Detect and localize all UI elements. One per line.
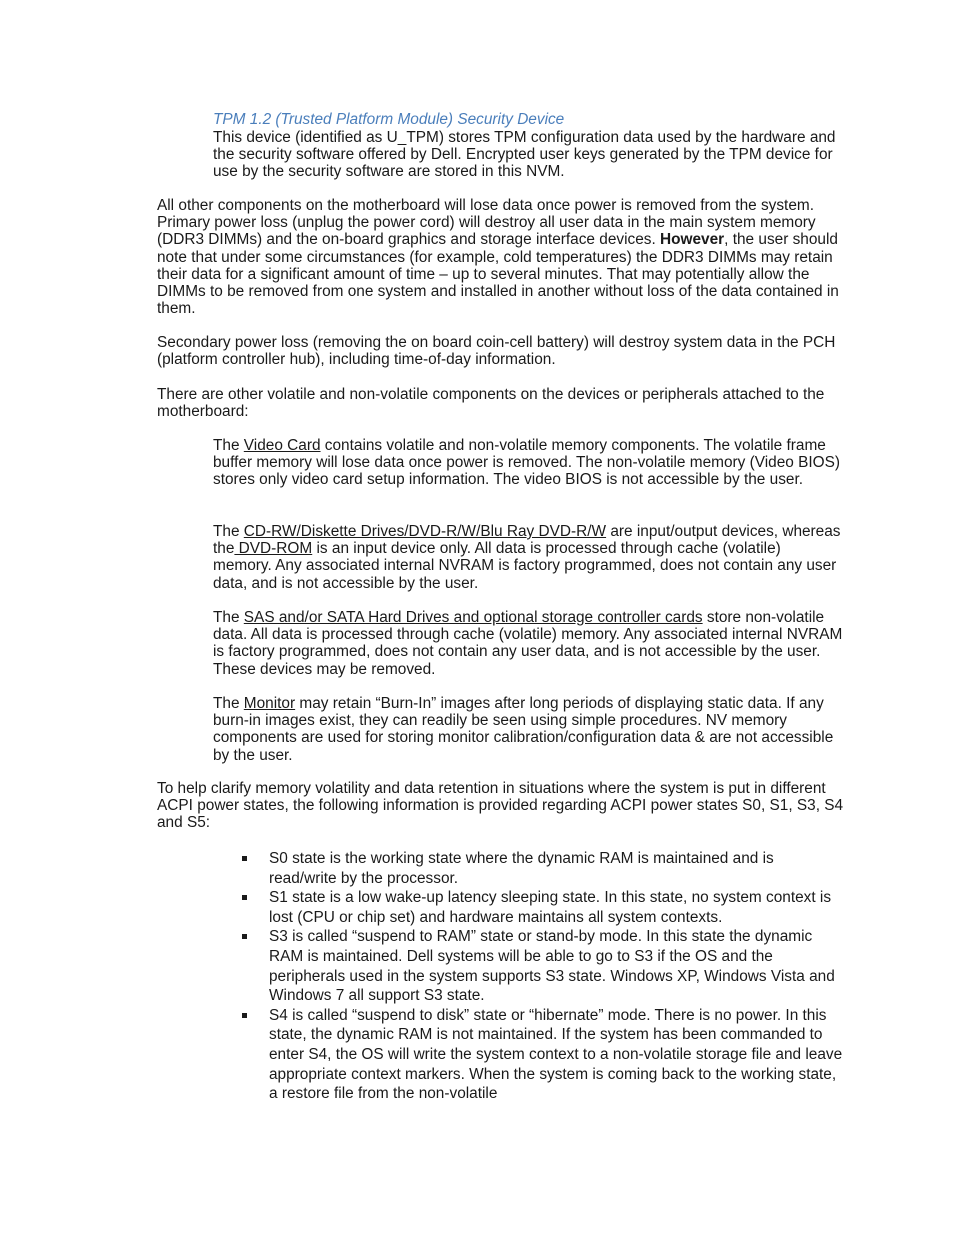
tpm-heading: TPM 1.2 (Trusted Platform Module) Security Device <box>213 111 565 128</box>
secondary-power-paragraph: Secondary power loss (removing the on board coin-cell battery) will destroy system data in the PCH (platform controller hub), including time-of-day information. <box>157 334 836 369</box>
list-item <box>240 888 845 927</box>
sas-post: store non-volatile data. All data is processed through cache (volatile) memory. Any associated internal NVRAM is factory programmed, does not contain any user data, and is not accessible by the user. These devices may be removed. <box>213 609 843 678</box>
monitor-paragraph <box>213 695 843 764</box>
bullet-square-icon <box>242 895 247 900</box>
tpm-description: This device (identified as U_TPM) stores TPM configuration data used by the hardware and the security software offered by Dell. Encrypted user keys generated by the TPM device for use by the security software are stored in this NVM. <box>213 129 836 181</box>
video-card-post: contains volatile and non-volatile memory components. The volatile frame buffer memory will lose data once power is removed. The non-volatile memory (Video BIOS) stores only video card setup information. The video BIOS is not accessible by the user. <box>213 437 841 489</box>
hard-drives-paragraph <box>213 609 843 678</box>
drives-post: is an input device only. All data is processed through cache (volatile) memory. Any associated internal NVRAM is factory programmed, does not contain any user data, and is not accessible by the user. <box>213 540 837 592</box>
bullet-text: S3 is called “suspend to RAM” state or stand-by mode. In this state the dynamic RAM is maintained. Dell systems will be able to go to S3 if the OS and the peripherals used in the system supports S3 state. Windows XP, Windows Vista and Windows 7 all support S3 state. <box>269 928 835 1005</box>
sas-term: SAS and/or SATA Hard Drives and optional storage controller cards <box>243 609 703 626</box>
primary-power-text-1: All other components on the motherboard will lose data once power is removed from the system. Primary power loss (unplug the power cord) will destroy all user data in the main system memory (DDR3 DIMMs) and the on-board graphics and storage interface devices. <box>157 197 816 249</box>
list-item <box>240 1006 845 1104</box>
drives-pre: The <box>213 523 244 540</box>
acpi-paragraph: To help clarify memory volatility and data retention in situations where the system is put in different ACPI power states, the following information is provided regarding ACPI power states S0, S1, S3, S4 and S5: <box>157 780 844 832</box>
monitor-term: Monitor <box>243 695 296 712</box>
bullet-text: S0 state is the working state where the dynamic RAM is maintained and is read/write by the processor. <box>269 850 774 887</box>
other-components-paragraph: There are other volatile and non-volatile components on the devices or peripherals attached to the motherboard: <box>157 386 825 421</box>
bullet-square-icon <box>242 1013 247 1018</box>
video-card-pre: The <box>213 437 244 454</box>
bullet-square-icon <box>242 934 247 939</box>
monitor-post: may retain “Burn-In” images after long periods of displaying static data. If any burn-in images exist, they can readily be seen using simple procedures. NV memory components are used for storing monitor calibration/configuration data & are not accessible by the user. <box>213 695 834 764</box>
drives-term: CD-RW/Diskette Drives/DVD-R/W/Blu Ray DVD-R/W <box>243 523 607 540</box>
list-item <box>240 849 845 888</box>
video-card-paragraph <box>213 437 843 489</box>
drives-mid: are input/output devices, whereas the <box>213 523 841 558</box>
acpi-states-list <box>240 849 845 1104</box>
monitor-pre: The <box>213 695 244 712</box>
dvd-rom-term: DVD-ROM <box>234 540 313 558</box>
primary-power-text-2: , the user should note that under some circumstances (for example, cold temperatures) the DDR3 DIMMs may retain their data for a significant amount of time – up to several minutes. That may potentially allow the DIMMs to be removed from one system and installed in another without loss of the data contained in them. <box>157 231 839 318</box>
list-item <box>240 927 845 1005</box>
primary-power-paragraph <box>157 197 845 317</box>
bullet-square-icon <box>242 856 247 861</box>
however-emphasis: However <box>660 231 725 249</box>
video-card-term: Video Card <box>243 437 321 454</box>
bullet-text: S4 is called “suspend to disk” state or “hibernate” mode. There is no power. In this state, the dynamic RAM is not maintained. If the system has been commanded to enter S4, the OS will write the system context to a non-volatile storage file and leave appropriate context markers. When the system is coming back to the working state, a restore file from the non-volatile <box>269 1006 843 1103</box>
drives-paragraph <box>213 523 843 592</box>
bullet-text: S1 state is a low wake-up latency sleeping state. In this state, no system context is lost (CPU or chip set) and hardware maintains all system contexts. <box>269 889 832 926</box>
sas-pre: The <box>213 609 244 626</box>
